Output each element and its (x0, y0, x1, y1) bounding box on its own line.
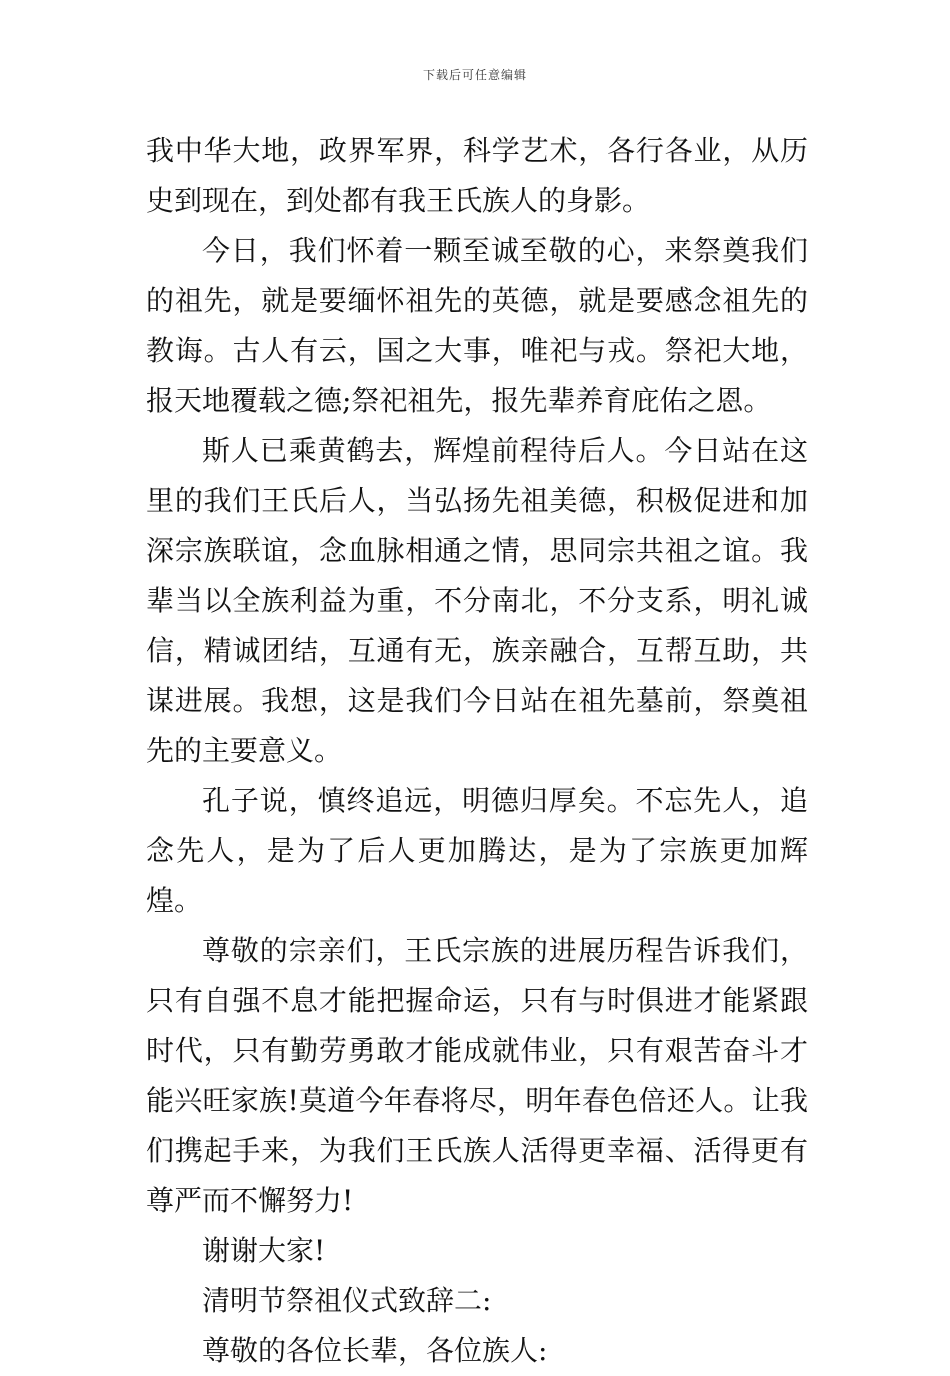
section-heading: 清明节祭祖仪式致辞二: (202, 1284, 492, 1317)
document-body (146, 126, 808, 1376)
salutation: 尊敬的各位长辈，各位族人: (202, 1334, 548, 1367)
paragraph: 我中华大地，政界军界，科学艺术，各行各业，从历史到现在，到处都有我王氏族人的身影。 (146, 134, 808, 217)
paragraph: 今日，我们怀着一颗至诚至敬的心，来祭奠我们的祖先，就是要缅怀祖先的英德，就是要感念祖先的教诲。古人有云，国之大事，唯祀与戎。祭祀大地，报天地覆载之德;祭祀祖先，报先辈养育庇佑之恩。 (146, 234, 808, 417)
paragraph: 斯人已乘黄鹤去，辉煌前程待后人。今日站在这里的我们王氏后人，当弘扬先祖美德，积极促进和加深宗族联谊，念血脉相通之情，思同宗共祖之谊。我辈当以全族利益为重，不分南北，不分支系，明礼诚信，精诚团结，互通有无，族亲融合，互帮互助，共谋进展。我想，这是我们今日站在祖先墓前，祭奠祖先的主要意义。 (146, 434, 808, 767)
page-header: 下载后可任意编辑 (422, 68, 527, 82)
paragraph: 尊敬的宗亲们，王氏宗族的进展历程告诉我们，只有自强不息才能把握命运，只有与时俱进才能紧跟时代，只有勤劳勇敢才能成就伟业，只有艰苦奋斗才能兴旺家族!莫道今年春将尽，明年春色倍还人。让我们携起手来，为我们王氏族人活得更幸福、活得更有尊严而不懈努力! (146, 934, 808, 1217)
paragraph: 谢谢大家! (202, 1234, 326, 1267)
paragraph: 孔子说，慎终追远，明德归厚矣。不忘先人，追念先人，是为了后人更加腾达，是为了宗族更加辉煌。 (146, 784, 808, 917)
